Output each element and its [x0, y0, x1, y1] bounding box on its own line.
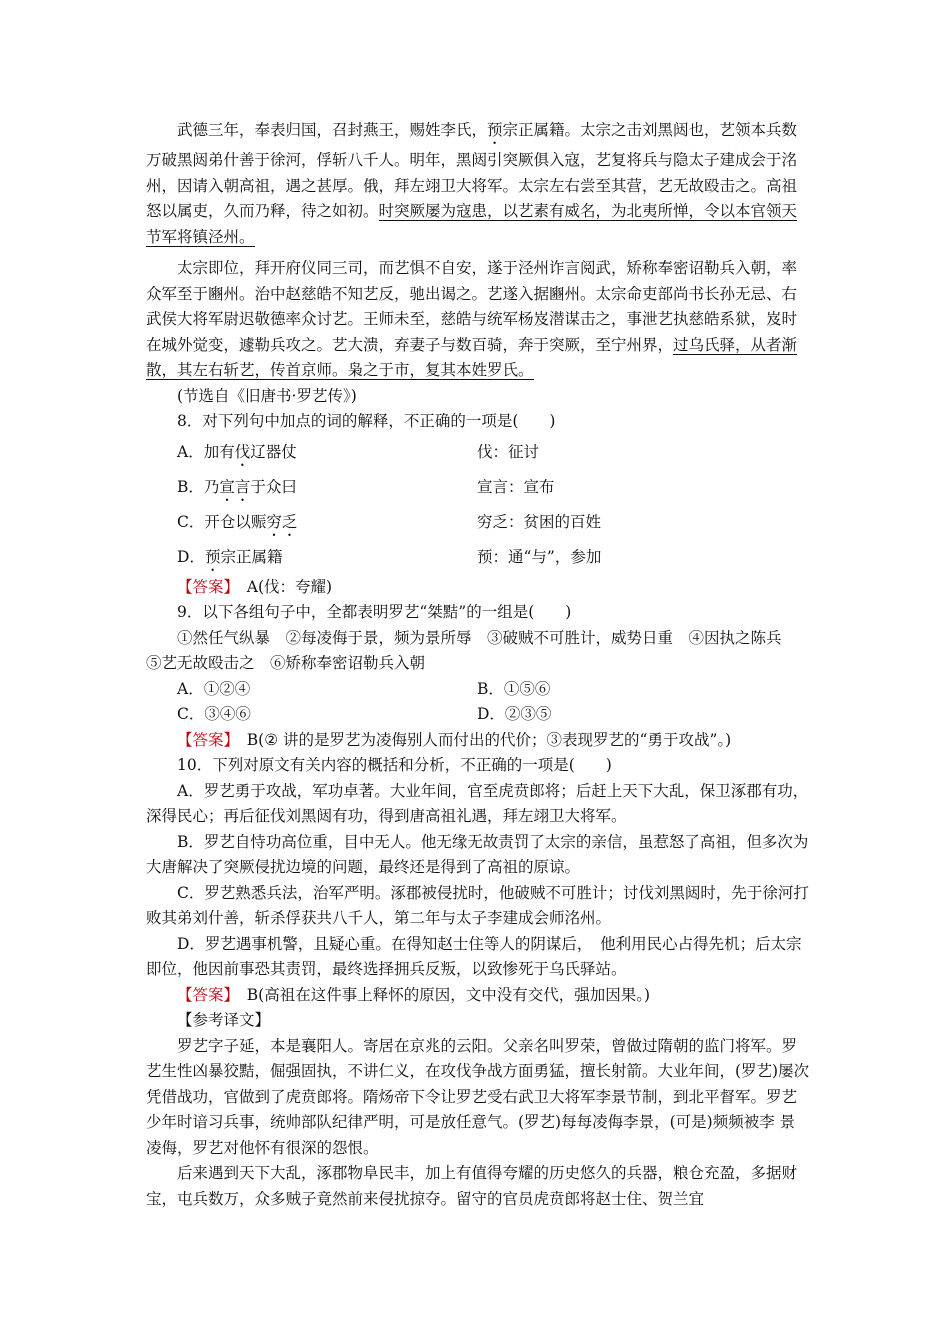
translation-heading: 【参考译文】: [177, 1011, 271, 1029]
passage-paragraph-1: [146, 118, 810, 250]
answer-tag: 【答案】: [177, 985, 232, 1004]
dotted-word: 伐: [234, 442, 251, 461]
option-text: C．开仓以赈: [177, 512, 267, 531]
passage-paragraph-2: [146, 256, 810, 384]
option-explanation: 穷乏：贫困的百姓: [477, 512, 602, 531]
dotted-word: 穷乏: [266, 512, 298, 531]
answer-tag: 【答案】: [177, 577, 232, 596]
option-explanation: 预：通“与”，参加: [477, 547, 602, 566]
passage-text: 宗正属籍。太宗之击刘黑闼也，艺领本兵数万破黑闼弟什善于徐河，俘斩八千人。明年，黑闼引突厥俱入寇，艺复将兵与隐太子建成会于洺州，因请入朝高祖，遇之甚厚。俄，拜左翊卫大将军。太宗左右尝至其营，艺无故殴击之。高祖怒以属吏，久而乃释，待之如初。: [146, 121, 798, 220]
option-row: [146, 702, 810, 728]
option-text: A．加有: [177, 442, 235, 461]
option-explanation: 伐：征讨: [477, 442, 540, 461]
question-8-answer: [146, 575, 810, 601]
passage-source: (节选自《旧唐书·罗艺传》): [177, 386, 357, 405]
option-row: [146, 677, 810, 703]
answer-tag: 【答案】: [177, 730, 232, 749]
answer-text: B(高祖在这件事上释怀的原因，文中没有交代，强加因果。): [231, 985, 651, 1004]
question-10-option-c: C．罗艺熟悉兵法，治军严明。涿郡被侵扰时，他破贼不可胜计；讨伐刘黑闼时，先于徐河打败其弟刘什善，斩杀俘获共八千人，第二年与太子李建成会师洺州。: [146, 883, 809, 927]
question-10-answer: [146, 983, 810, 1009]
answer-text: B(② 讲的是罗艺为凌侮别人而付出的代价；③表现罗艺的“勇于攻战”。): [231, 730, 732, 749]
question-8-stem: 8．对下列句中加点的词的解释，不正确的一项是( ): [177, 412, 556, 430]
question-10-option-a: A．罗艺勇于攻战，军功卓著。大业年间，官至虎贲郎将；后赶上天下大乱，保卫涿郡有功，深得民心；再后征伐刘黑闼有功，得到唐高祖礼遇，拜左翊卫大将军。: [146, 781, 809, 825]
question-10-option-d: D．罗艺遇事机警，且疑心重。在得知赵士住等人的阴谋后， 他利用民心占得先机；后太宗即位，他因前事恐其责罚，最终选择拥兵反叛，以致惨死于乌氏驿站。: [146, 934, 802, 978]
translation-paragraph-1: 罗艺字子延，本是襄阳人。寄居在京兆的云阳。父亲名叫罗荣，曾做过隋朝的监门将军。罗艺生性凶暴狡黠，倔强固执，不讲仁义，在攻伐争战方面勇猛，擅长射箭。大业年间，(罗艺)屡次凭借战功，官做到了虎贲郎将。隋炀帝下令让罗艺受右武卫大将军李景节制，到北平督军。罗艺少年时谙习兵事，统帅部队纪律严明，可是放任意气。(罗艺)每每凌侮李景，(可是)频频被李 景凌侮，罗艺对他怀有很深的怨恨。: [146, 1036, 810, 1157]
option-row: [146, 440, 810, 470]
question-8-options: [146, 440, 810, 575]
passage-text: 太宗即位，拜开府仪同三司，而艺惧不自安，遂于泾州诈言阅武，矫称奉密诏勒兵入朝，率众军至于豳州。治中赵慈皓不知艺反，驰出谒之。艺遂入据豳州。太宗命吏部尚书长孙无忌、右武侯大将军尉迟敬德率众讨艺。王师未至，慈皓与统军杨岌潜谋击之，事泄艺执慈皓系狱，岌时在城外觉变，遽勒兵攻之。艺大溃，弃妻子与数百骑，奔于突厥，至宁州界，: [146, 259, 798, 354]
option-explanation: 宣言：宣布: [477, 477, 555, 496]
option-row: [146, 510, 810, 540]
option-text: 宗正属籍: [220, 547, 283, 566]
option-text: A．①②④: [177, 679, 251, 698]
option-text: B．①⑤⑥: [477, 679, 551, 698]
translation-paragraph-2: 后来遇到天下大乱，涿郡物阜民丰，加上有值得夸耀的历史悠久的兵器，粮仓充盈，多据财宝，屯兵数万，众多贼子竟然前来侵扰掠夺。留守的官员虎贲郎将赵士住、贺兰宜: [146, 1164, 798, 1208]
option-text: D．: [177, 547, 205, 566]
option-row: [146, 475, 810, 505]
dotted-word: 预: [487, 121, 503, 139]
option-text: D．②③⑤: [477, 705, 552, 723]
dotted-word: 宣言: [219, 477, 251, 496]
option-text: 于众曰: [250, 477, 297, 496]
underlined-sentence: 过乌氏驿，从者渐散，其左右斩艺，传首京师。枭之于市，复其本姓罗氏。: [146, 335, 798, 379]
option-text: 辽器仗: [250, 442, 297, 461]
question-10-option-b: B．罗艺自恃功高位重，目中无人。他无缘无故责罚了太宗的亲信，虽惹怒了高祖，但多次为大唐解决了突厥侵扰边境的问题，最终还是得到了高祖的原谅。: [146, 832, 809, 876]
question-9-items: ①然任气纵暴 ②每凌侮于景，频为景所辱 ③破贼不可胜计，威势日重 ④因执之陈兵 ⑤艺无故殴击之 ⑥矫称奉密诏勒兵入朝: [146, 628, 798, 672]
question-10-stem: 10．下列对原文有关内容的概括和分析，不正确的一项是( ): [177, 756, 612, 774]
underlined-sentence: 时突厥屡为寇患，以艺素有威名，为北夷所惮，令以本官领天节军将镇泾州。: [146, 202, 798, 246]
option-text: C．③④⑥: [177, 705, 251, 723]
passage-text: 武德三年，奉表归国，召封燕王，赐姓李氏，: [177, 121, 488, 139]
question-9-stem: 9．以下各组句子中，全都表明罗艺“桀黠”的一组是( ): [177, 603, 572, 621]
question-9-answer: [146, 728, 810, 754]
document-page: [146, 118, 810, 1212]
option-row: [146, 545, 810, 575]
answer-text: A(伐：夸耀): [231, 577, 333, 596]
option-text: B．乃: [177, 477, 220, 496]
dotted-word: 预: [204, 547, 221, 566]
